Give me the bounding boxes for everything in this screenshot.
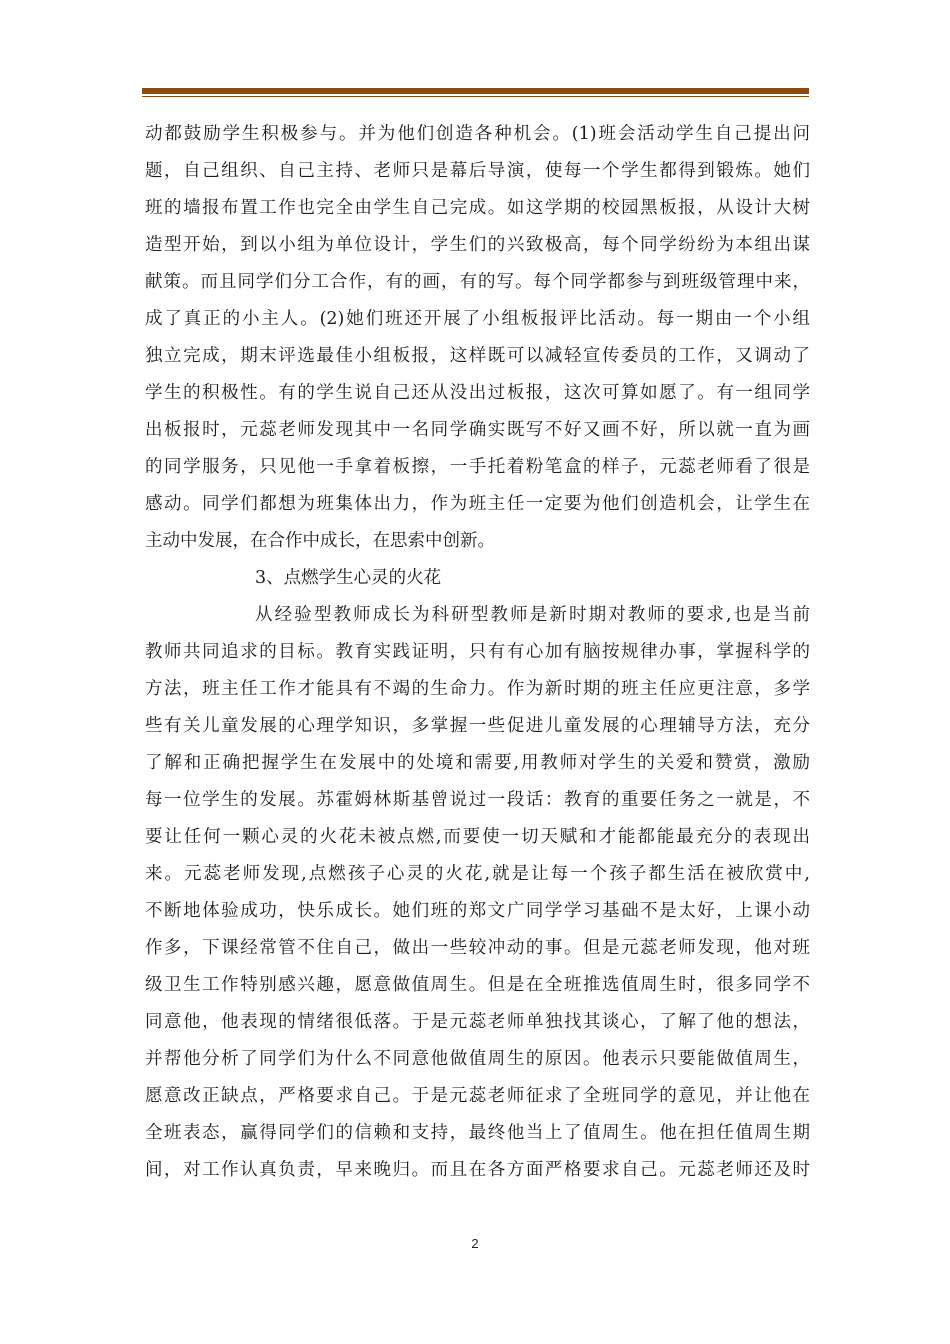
body-text-line: 学生的积极性。有的学生说自己还从没出过板报，这次可算如愿了。有一组同学: [145, 383, 810, 403]
body-text-line: 愿意改正缺点，严格要求自己。于是元蕊老师征求了全班同学的意见，并让他在: [145, 1086, 810, 1106]
body-text-line: 的同学服务，只见他一手拿着板擦，一手托着粉笔盒的样子，元蕊老师看了很是: [145, 457, 810, 477]
body-text-line: 级卫生工作特别感兴趣，愿意做值周生。但是在全班推选值周生时，很多同学不: [145, 975, 810, 995]
body-text-line: 主动中发展，在合作中成长，在思索中创新。: [145, 531, 495, 551]
section-heading: 3、点燃学生心灵的火花: [255, 568, 442, 588]
page-number: 2: [471, 1236, 479, 1251]
body-text-line: 不断地体验成功，快乐成长。她们班的郑文广同学学习基础不是太好，上课小动: [145, 901, 810, 921]
body-text-line: 作多，下课经常管不住自己，做出一些较冲动的事。但是元蕊老师发现，他对班: [145, 938, 810, 958]
body-text-line: 出板报时，元蕊老师发现其中一名同学确实既写不好又画不好，所以就一直为画: [145, 420, 810, 440]
body-text-line: 了解和正确把握学生在发展中的处境和需要,用教师对学生的关爱和赞赏，激励: [145, 753, 810, 773]
body-text-line: 些有关儿童发展的心理学知识，多掌握一些促进儿童发展的心理辅导方法，充分: [145, 716, 810, 736]
body-text-line: 方法，班主任工作才能具有不竭的生命力。作为新时期的班主任应更注意，多学: [145, 679, 810, 699]
body-text-line: 感动。同学们都想为班集体出力，作为班主任一定要为他们创造机会，让学生在: [145, 494, 810, 514]
body-text-line: 并帮他分析了同学们为什么不同意他做值周生的原因。他表示只要能做值周生，: [145, 1049, 810, 1069]
body-text-line: 献策。而且同学们分工合作，有的画，有的写。每个同学都参与到班级管理中来，: [145, 272, 810, 292]
body-text-line: 要让任何一颗心灵的火花未被点燃,而要使一切天赋和才能都能最充分的表现出: [145, 827, 810, 847]
body-text-line: 来。元蕊老师发现,点燃孩子心灵的火花,就是让每一个孩子都生活在被欣赏中,: [145, 864, 810, 884]
body-text-line: 间，对工作认真负责，早来晚归。而且在各方面严格要求自己。元蕊老师还及时: [145, 1160, 810, 1180]
body-text-line: 造型开始，到以小组为单位设计，学生们的兴致极高，每个同学纷纷为本组出谋: [145, 235, 810, 255]
body-text-line: 教师共同追求的目标。教育实践证明，只有有心加有脑按规律办事，掌握科学的: [145, 642, 810, 662]
paragraph-first-line: 从经验型教师成长为科研型教师是新时期对教师的要求,也是当前: [255, 605, 810, 625]
body-text-line: 成了真正的小主人。(2)她们班还开展了小组板报评比活动。每一期由一个小组: [145, 309, 810, 329]
body-text-line: 动都鼓励学生积极参与。并为他们创造各种机会。(1)班会活动学生自己提出问: [145, 124, 810, 144]
body-text-line: 独立完成，期末评选最佳小组板报，这样既可以减轻宣传委员的工作，又调动了: [145, 346, 810, 366]
body-text-line: 题，自己组织、自己主持、老师只是幕后导演，使每一个学生都得到锻炼。她们: [145, 161, 810, 181]
header-rule-thick: [142, 88, 809, 94]
body-text-line: 同意他，他表现的情绪很低落。于是元蕊老师单独找其谈心，了解了他的想法，: [145, 1012, 810, 1032]
body-text-line: 班的墙报布置工作也完全由学生自己完成。如这学期的校园黑板报，从设计大树: [145, 198, 810, 218]
header-rule-thin: [142, 96, 809, 97]
body-text-line: 全班表态，赢得同学们的信赖和支持，最终他当上了值周生。他在担任值周生期: [145, 1123, 810, 1143]
body-text-line: 每一位学生的发展。苏霍姆林斯基曾说过一段话：教育的重要任务之一就是，不: [145, 790, 810, 810]
